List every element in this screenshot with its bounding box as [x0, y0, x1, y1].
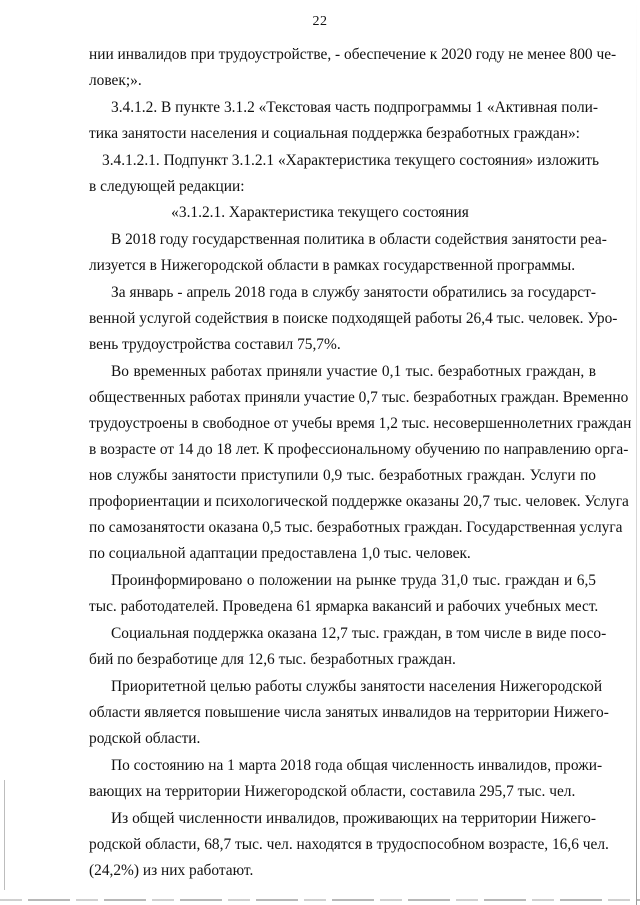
text-line: В 2018 году государственная политика в области содействия занятости реа- [111, 231, 607, 248]
text-line: Социальная поддержка оказана 12,7 тыс. граждан, в том числе в виде посо- [111, 625, 607, 642]
text-line: За январь - апрель 2018 года в службу занятости обратились за государст- [111, 284, 596, 301]
text-line: родской области, 68,7 тыс. чел. находятся в трудоспособном возрасте, 16,6 чел. [89, 836, 609, 853]
text-line: бий по безработице для 12,6 тыс. безработных граждан. [89, 651, 456, 668]
text-line: тыс. работодателей. Проведена 61 ярмарка вакансий и рабочих учебных мест. [89, 598, 599, 615]
text-line: (24,2%) из них работают. [89, 862, 254, 879]
text-line: вающих на территории Нижегородской области, составила 295,7 тыс. чел. [89, 783, 576, 800]
section-heading: «3.1.2.1. Характеристика текущего состояния [171, 204, 469, 221]
text-line: венной услугой содействия в поиске подходящей работы 26,4 тыс. человек. Уро- [89, 310, 618, 327]
text-line: в возрасте от 14 до 18 лет. К профессиональному обучению по направлению орга- [89, 441, 629, 458]
scan-edge [0, 899, 640, 901]
scan-edge [4, 780, 5, 890]
scan-edge [636, 0, 637, 905]
text-line: лизуется в Нижегородской области в рамках государственной программы. [89, 257, 576, 274]
text-line: Во временных работах приняли участие 0,1 тыс. безработных граждан, в [111, 363, 596, 380]
text-line: в следующей редакции: [89, 178, 245, 195]
text-line: Из общей численности инвалидов, проживающих на территории Нижего- [111, 810, 596, 827]
text-line: нов службы занятости приступили 0,9 тыс. безработных граждан. Услуги по [89, 467, 596, 484]
text-line: профориентации и психологической поддержке оказаны 20,7 тыс. человек. Услуга [89, 493, 629, 510]
text-line: общественных работах приняли участие 0,7 тыс. безработных граждан. Временно [89, 389, 629, 406]
text-line: по социальной адаптации предоставлена 1,0 тыс. человек. [89, 545, 471, 562]
text-line: по самозанятости оказана 0,5 тыс. безработных граждан. Государственная услуга [89, 519, 623, 536]
text-line: тика занятости населения и социальная поддержка безработных граждан»: [89, 125, 580, 142]
text-line: ловек;». [89, 72, 142, 89]
text-line: области является повышение числа занятых инвалидов на территории Нижего- [89, 704, 609, 721]
text-line: 3.4.1.2. В пункте 3.1.2 «Текстовая часть подпрограммы 1 «Активная поли- [111, 99, 598, 116]
text-line: Приоритетной целью работы службы занятости населения Нижегородской [111, 678, 603, 695]
text-line: трудоустроены в свободное от учебы время 1,2 тыс. несовершеннолетних граждан [89, 415, 632, 432]
text-line: родской области. [89, 730, 201, 747]
text-line: По состоянию на 1 марта 2018 года общая численность инвалидов, прожи- [111, 757, 603, 774]
text-line: 3.4.1.2.1. Подпункт 3.1.2.1 «Характеристика текущего состояния» изложить [102, 152, 600, 169]
page-number: 22 [312, 14, 328, 29]
text-line: Проинформировано о положении на рынке труда 31,0 тыс. граждан и 6,5 [111, 572, 596, 589]
text-line: вень трудоустройства составил 75,7%. [89, 336, 341, 353]
text-line: нии инвалидов при трудоустройстве, - обеспечение к 2020 году не менее 800 че- [89, 46, 617, 63]
